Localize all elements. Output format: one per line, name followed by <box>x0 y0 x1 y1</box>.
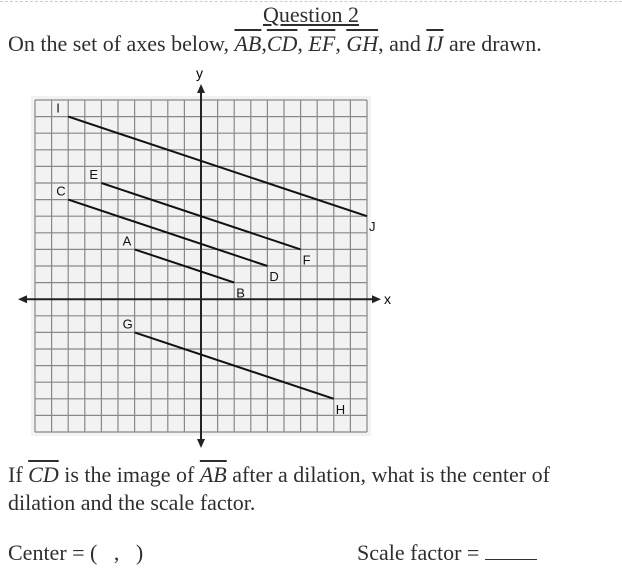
segment-gh: $\overline{GH}$ <box>346 31 379 56</box>
sep: , <box>335 31 347 56</box>
sep: , and <box>378 31 427 56</box>
intro-text <box>8 31 542 57</box>
point-label-a: A <box>122 233 132 249</box>
q-text: If <box>8 462 29 487</box>
q-text: after a dilation, what is the center of <box>226 462 550 487</box>
point-label-e: E <box>89 167 99 182</box>
center-label: Center = ( , ) <box>8 540 144 565</box>
y-axis-arrow-icon <box>197 84 205 93</box>
question-line-1 <box>8 462 550 488</box>
point-label-h: H <box>335 401 346 417</box>
segment-cd: $\overline{CD}$ <box>28 462 59 487</box>
center-answer <box>8 540 143 566</box>
scale-factor-blank[interactable] <box>485 541 537 560</box>
question-title-text: Question 2 <box>263 2 359 27</box>
segment-ef: $\overline{EF}$ <box>308 31 336 56</box>
point-label-i: I <box>56 100 60 116</box>
point-label-g: G <box>122 316 133 332</box>
intro-prefix: On the set of axes below, <box>8 31 235 56</box>
point-label-f: F <box>302 252 311 268</box>
x-axis-arrow-icon <box>18 295 27 303</box>
y-axis-label: y <box>196 65 203 81</box>
point-label-d: D <box>269 269 279 284</box>
q-text: is the image of <box>58 462 200 487</box>
x-axis-arrow-icon <box>372 295 381 303</box>
point-label-b: B <box>236 285 245 301</box>
segment-ab: $\overline{AB}$ <box>199 462 227 487</box>
point-label-c: C <box>56 183 66 199</box>
x-axis-label: x <box>384 291 391 308</box>
sep: , <box>297 31 309 56</box>
y-axis-arrow-icon <box>197 439 205 448</box>
segment-ij: $\overline{IJ}$ <box>426 31 444 56</box>
intro-suffix: are drawn. <box>443 31 542 56</box>
question-line-2: dilation and the scale factor. <box>8 490 256 515</box>
scale-factor-label: Scale factor = <box>357 540 485 565</box>
point-label-j: J <box>369 219 376 235</box>
sep: , <box>261 31 267 56</box>
scale-factor-answer <box>357 540 537 566</box>
segment-ab: $\overline{AB}$ <box>234 31 262 56</box>
segment-cd: $\overline{CD}$ <box>266 31 298 56</box>
coordinate-graph <box>0 60 400 460</box>
question-title <box>0 2 622 28</box>
